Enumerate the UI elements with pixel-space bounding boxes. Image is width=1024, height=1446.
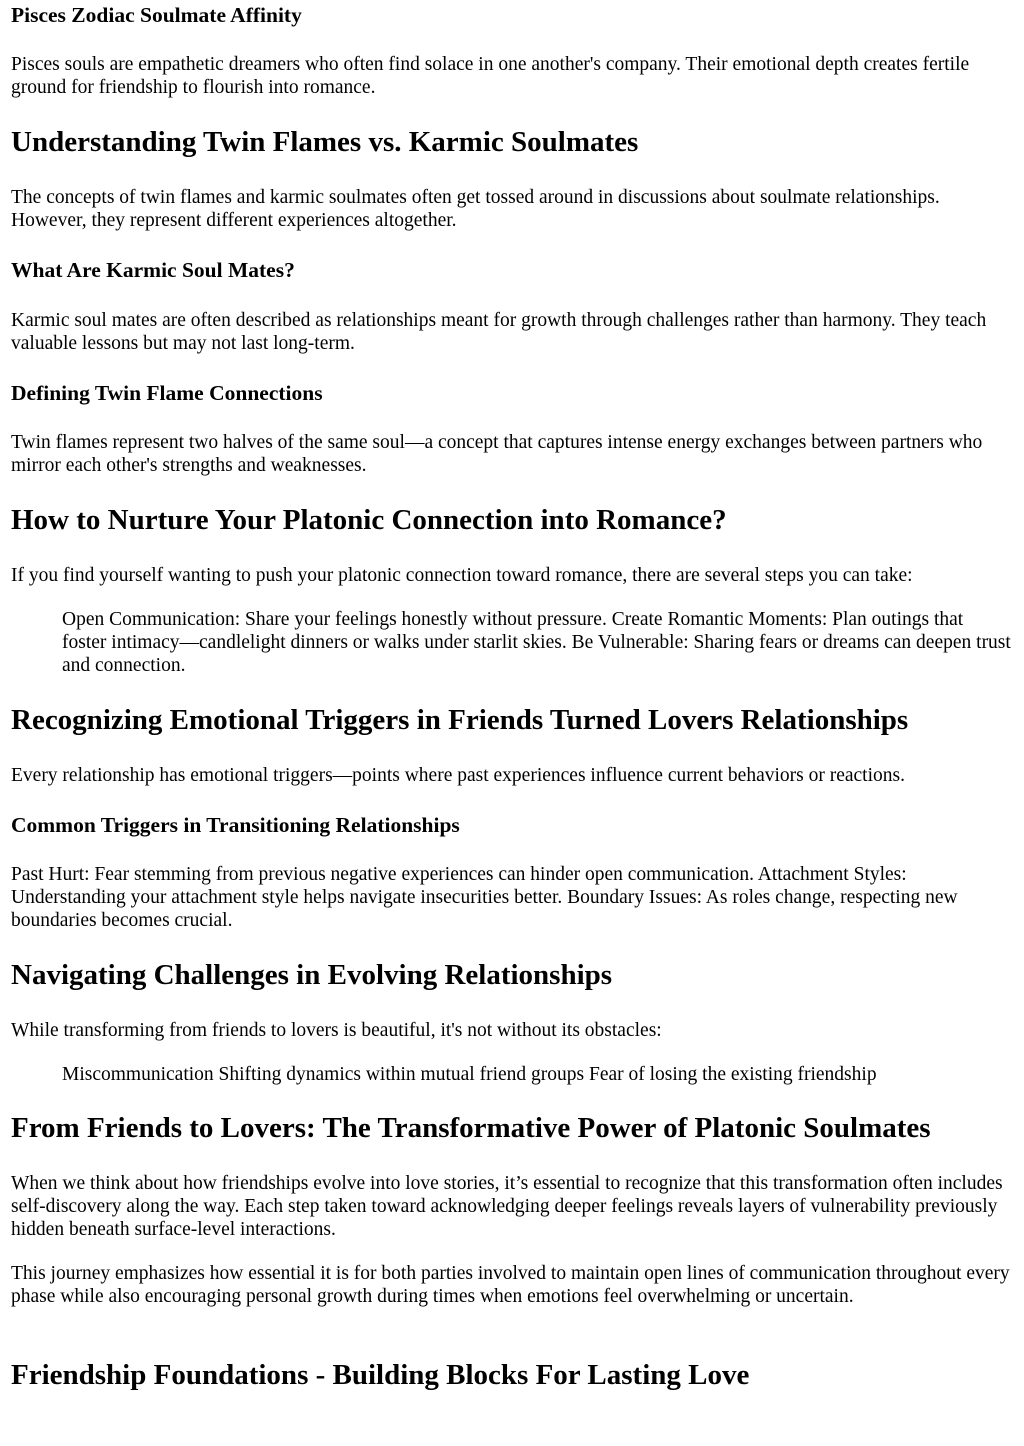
heading-pisces: Pisces Zodiac Soulmate Affinity bbox=[11, 3, 302, 27]
paragraph-triggers: Every relationship has emotional triggers—points where past experiences influence current behaviors or reactions. bbox=[11, 765, 905, 786]
paragraph-nurture: If you find yourself wanting to push your platonic connection toward romance, there are several steps you can take: bbox=[11, 565, 913, 586]
heading-triggers: Recognizing Emotional Triggers in Friends Turned Lovers Relationships bbox=[11, 704, 909, 736]
paragraph-twin-flames: The concepts of twin flames and karmic soulmates often get tossed around in discussions about soulmate relationships. However, they represent different experiences altogether. bbox=[11, 187, 940, 231]
paragraph-transformative-2: This journey emphasizes how essential it is for both parties involved to maintain open lines of communication throughout every phase while also encouraging personal growth during times when emotions feel overwhelming or uncertain. bbox=[11, 1263, 1010, 1307]
heading-karmic: What Are Karmic Soul Mates? bbox=[11, 258, 295, 282]
paragraph-pisces: Pisces souls are empathetic dreamers who often find solace in one another's company. Their emotional depth creates fertile ground for friendship to flourish into romance. bbox=[11, 54, 970, 98]
heading-transformative: From Friends to Lovers: The Transformative Power of Platonic Soulmates bbox=[11, 1112, 931, 1144]
paragraph-common-triggers: Past Hurt: Fear stemming from previous negative experiences can hinder open communication. Attachment Styles: Understanding your attachment style helps navigate insecurities better. Boundary Issues: As roles change, respecting new boundaries becomes crucial. bbox=[11, 864, 958, 931]
paragraph-defining-twin: Twin flames represent two halves of the same soul—a concept that captures intense energy exchanges between partners who mirror each other's strengths and weaknesses. bbox=[11, 432, 983, 476]
heading-twin-flames: Understanding Twin Flames vs. Karmic Soulmates bbox=[11, 126, 639, 158]
heading-foundations: Friendship Foundations - Building Blocks For Lasting Love bbox=[11, 1359, 750, 1391]
heading-defining-twin: Defining Twin Flame Connections bbox=[11, 381, 323, 405]
paragraph-challenges: While transforming from friends to lovers is beautiful, it's not without its obstacles: bbox=[11, 1020, 662, 1041]
quote-nurture-steps: Open Communication: Share your feelings honestly without pressure. Create Romantic Moments: Plan outings that foster intimacy—candlelight dinners or walks under starlit skies. Be Vulnerable: Sharing fears or dreams can deepen trust and connection. bbox=[62, 609, 1011, 676]
paragraph-transformative-1: When we think about how friendships evolve into love stories, it’s essential to recognize that this transformation often includes self-discovery along the way. Each step taken toward acknowledging deeper feelings reveals layers of vulnerability previously hidden beneath surface-level interactions. bbox=[11, 1173, 1003, 1240]
quote-challenges-list: Miscommunication Shifting dynamics within mutual friend groups Fear of losing the existing friendship bbox=[62, 1064, 877, 1085]
heading-nurture: How to Nurture Your Platonic Connection into Romance? bbox=[11, 504, 727, 536]
heading-common-triggers: Common Triggers in Transitioning Relationships bbox=[11, 813, 460, 837]
paragraph-karmic: Karmic soul mates are often described as relationships meant for growth through challenges rather than harmony. They teach valuable lessons but may not last long-term. bbox=[11, 310, 987, 354]
heading-challenges: Navigating Challenges in Evolving Relationships bbox=[11, 959, 613, 991]
